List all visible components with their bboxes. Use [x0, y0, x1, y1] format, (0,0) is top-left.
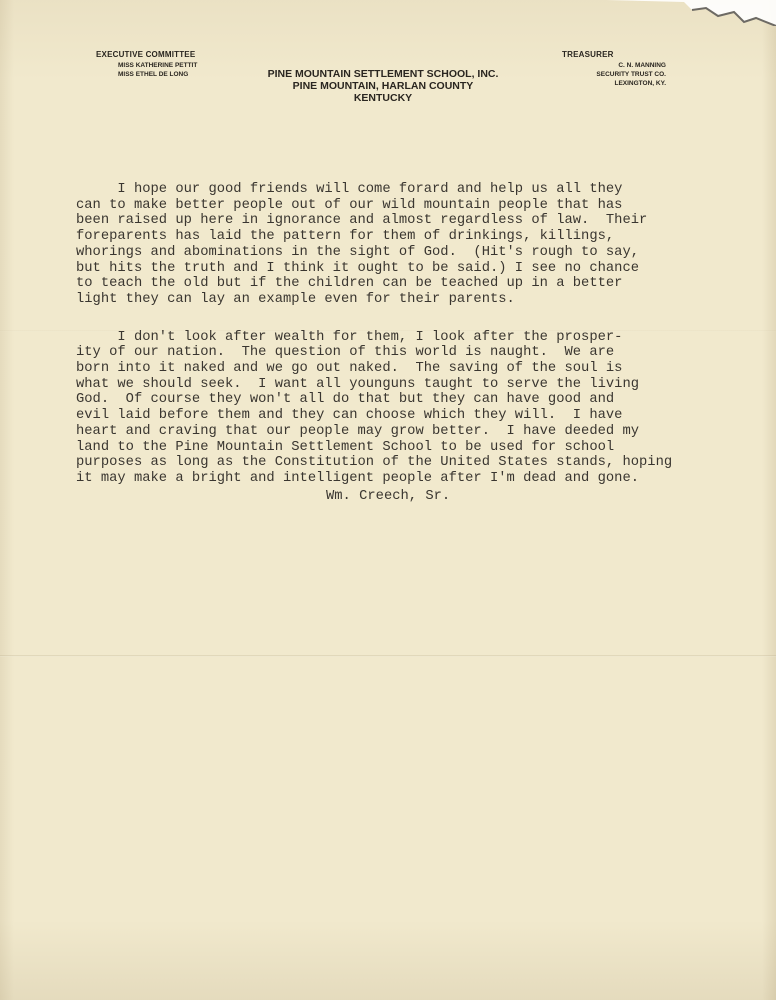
treasurer-line: LEXINGTON, KY. — [614, 80, 666, 87]
text-line: ity of our nation. The question of this world is naught. We are — [76, 345, 615, 361]
executive-committee-block — [96, 50, 197, 79]
school-location: PINE MOUNTAIN, HARLAN COUNTY — [292, 80, 474, 92]
text-line: God. Of course they won't all do that but they can have good and — [76, 392, 615, 408]
text-line: foreparents has laid the pattern for them of drinkings, killings, — [76, 229, 615, 245]
text-line: but hits the truth and I think it ought to be said.) I see no chance — [76, 260, 640, 276]
text-line: I don't look after wealth for them, I look after the prosper- — [76, 329, 623, 345]
text-line: I hope our good friends will come forard and help us all they — [76, 182, 623, 197]
text-line: it may make a bright and intelligent people after I'm dead and gone. — [76, 470, 640, 486]
signature: Wm. Creech, Sr. — [326, 489, 451, 504]
text-line: what we should seek. I want all younguns taught to serve the living — [76, 376, 640, 392]
text-line: been raised up here in ignorance and almost regardless of law. Their — [76, 213, 648, 229]
text-line: light they can lay an example even for their parents. — [76, 291, 515, 307]
treasurer-line: C. N. MANNING — [618, 62, 666, 69]
text-line: can to make better people out of our wild mountain people that has — [76, 197, 623, 213]
text-line: to teach the old but if the children can be teached up in a better — [76, 276, 623, 292]
paragraph-2 — [76, 330, 726, 487]
school-name: PINE MOUNTAIN SETTLEMENT SCHOOL, INC. — [267, 68, 499, 80]
paragraph-1 — [76, 182, 726, 308]
treasurer-heading: TREASURER — [562, 50, 614, 59]
text-line: born into it naked and we go out naked. The saving of the soul is — [76, 361, 623, 377]
school-state: KENTUCKY — [353, 92, 413, 104]
text-line: land to the Pine Mountain Settlement School to be used for school — [76, 439, 615, 455]
treasurer-block — [562, 50, 666, 88]
torn-corner — [606, 0, 776, 26]
text-line: whorings and abominations in the sight of God. (Hit's rough to say, — [76, 244, 640, 260]
school-letterhead — [230, 68, 536, 104]
committee-member: MISS KATHERINE PETTIT — [118, 62, 198, 69]
committee-member: MISS ETHEL DE LONG — [118, 71, 189, 78]
text-line: purposes as long as the Constitution of the United States stands, hoping — [76, 455, 673, 471]
text-line: heart and craving that our people may grow better. I have deeded my — [76, 423, 640, 439]
paper-fold-line — [0, 655, 776, 657]
paragraph-spacer — [76, 308, 726, 330]
text-line: evil laid before them and they can choose which they will. I have — [76, 408, 623, 424]
executive-committee-heading: EXECUTIVE COMMITTEE — [96, 50, 196, 59]
letter-body — [76, 182, 726, 487]
treasurer-line: SECURITY TRUST CO. — [596, 71, 666, 78]
